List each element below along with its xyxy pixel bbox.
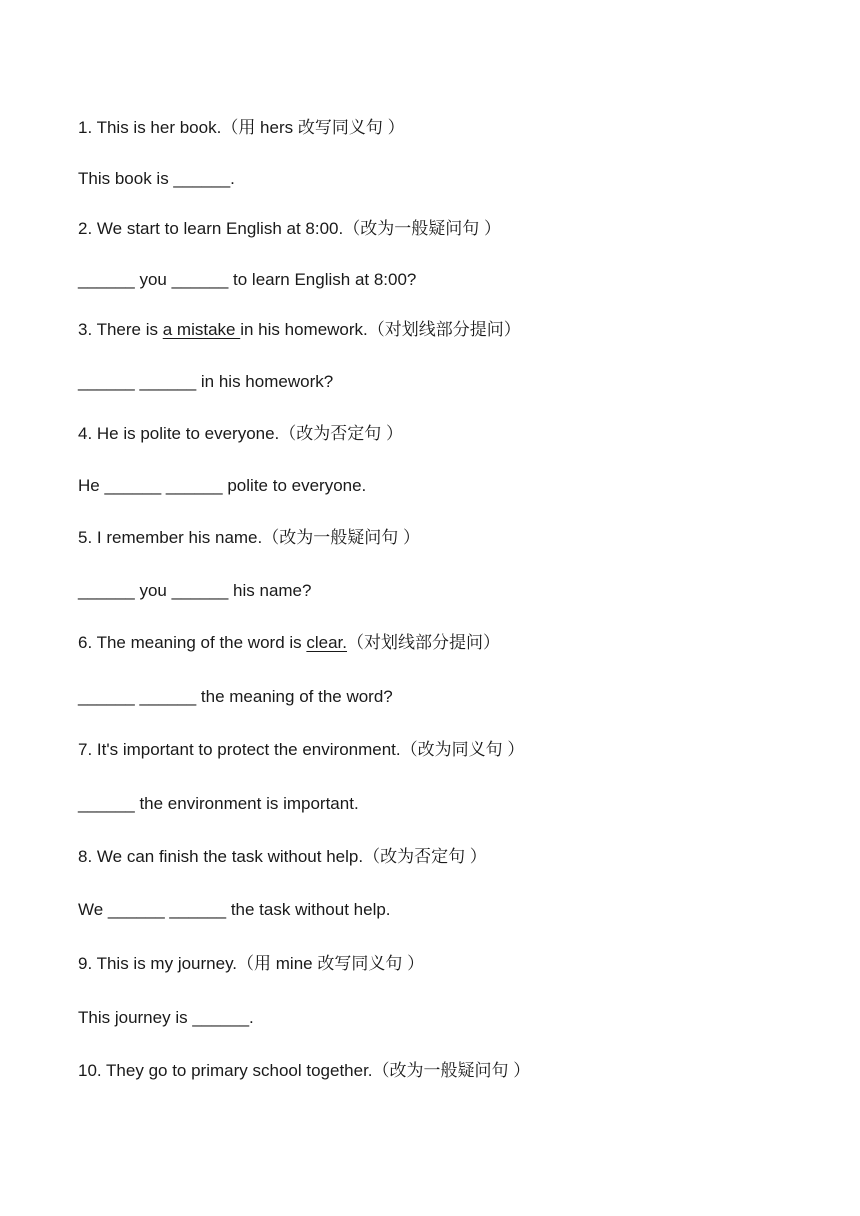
question-5 [78,527,420,549]
question-10 [78,1060,530,1082]
question-4-instruction: （改为否定句 ） [279,424,404,443]
question-2-instruction: （改为一般疑问句 ） [343,219,501,238]
question-8-text: 8. We can finish the task without help. [78,847,364,866]
question-3-text-rest: in his homework. [240,320,368,339]
question-3-underlined: a mistake [162,320,241,339]
question-2-text: 2. We start to learn English at 8:00. [78,219,344,238]
question-2 [78,218,501,240]
question-4 [78,423,403,445]
answer-5: ______ you ______ his name? [78,581,312,600]
question-6-text: 6. The meaning of the word is [78,633,307,652]
question-6-instruction: （对划线部分提问） [347,633,501,652]
answer-9: This journey is ______. [78,1008,254,1027]
question-3 [78,319,521,341]
question-5-instruction: （改为一般疑问句 ） [262,528,420,547]
question-10-text: 10. They go to primary school together. [78,1061,373,1080]
question-3-instruction: （对划线部分提问） [367,320,521,339]
question-1 [78,117,405,139]
question-7 [78,739,524,761]
answer-3: ______ ______ in his homework? [78,372,334,391]
question-5-text: 5. I remember his name. [78,528,263,547]
question-9-instruction: （用 mine 改写同义句 ） [237,954,425,973]
answer-1: This book is ______. [78,169,235,188]
answer-8: We ______ ______ the task without help. [78,900,391,919]
question-6-underlined: clear. [306,633,348,652]
question-7-instruction: （改为同义句 ） [400,740,525,759]
answer-7: ______ the environment is important. [78,794,359,813]
question-10-instruction: （改为一般疑问句 ） [372,1061,531,1080]
question-3-text: 3. There is [78,320,163,339]
question-1-text: 1. This is her book. [78,118,222,137]
question-8-instruction: （改为否定句 ） [363,847,487,866]
question-4-text: 4. He is polite to everyone. [78,424,280,443]
answer-6: ______ ______ the meaning of the word? [78,687,393,706]
question-9 [78,953,424,975]
answer-4: He ______ ______ polite to everyone. [78,476,367,495]
question-8 [78,846,487,868]
question-7-text: 7. It's important to protect the environment. [78,740,401,759]
question-9-text: 9. This is my journey. [78,954,238,973]
question-6 [78,632,500,654]
question-1-instruction: （用 hers 改写同义句 ） [221,118,405,137]
answer-2: ______ you ______ to learn English at 8:00? [78,270,417,289]
